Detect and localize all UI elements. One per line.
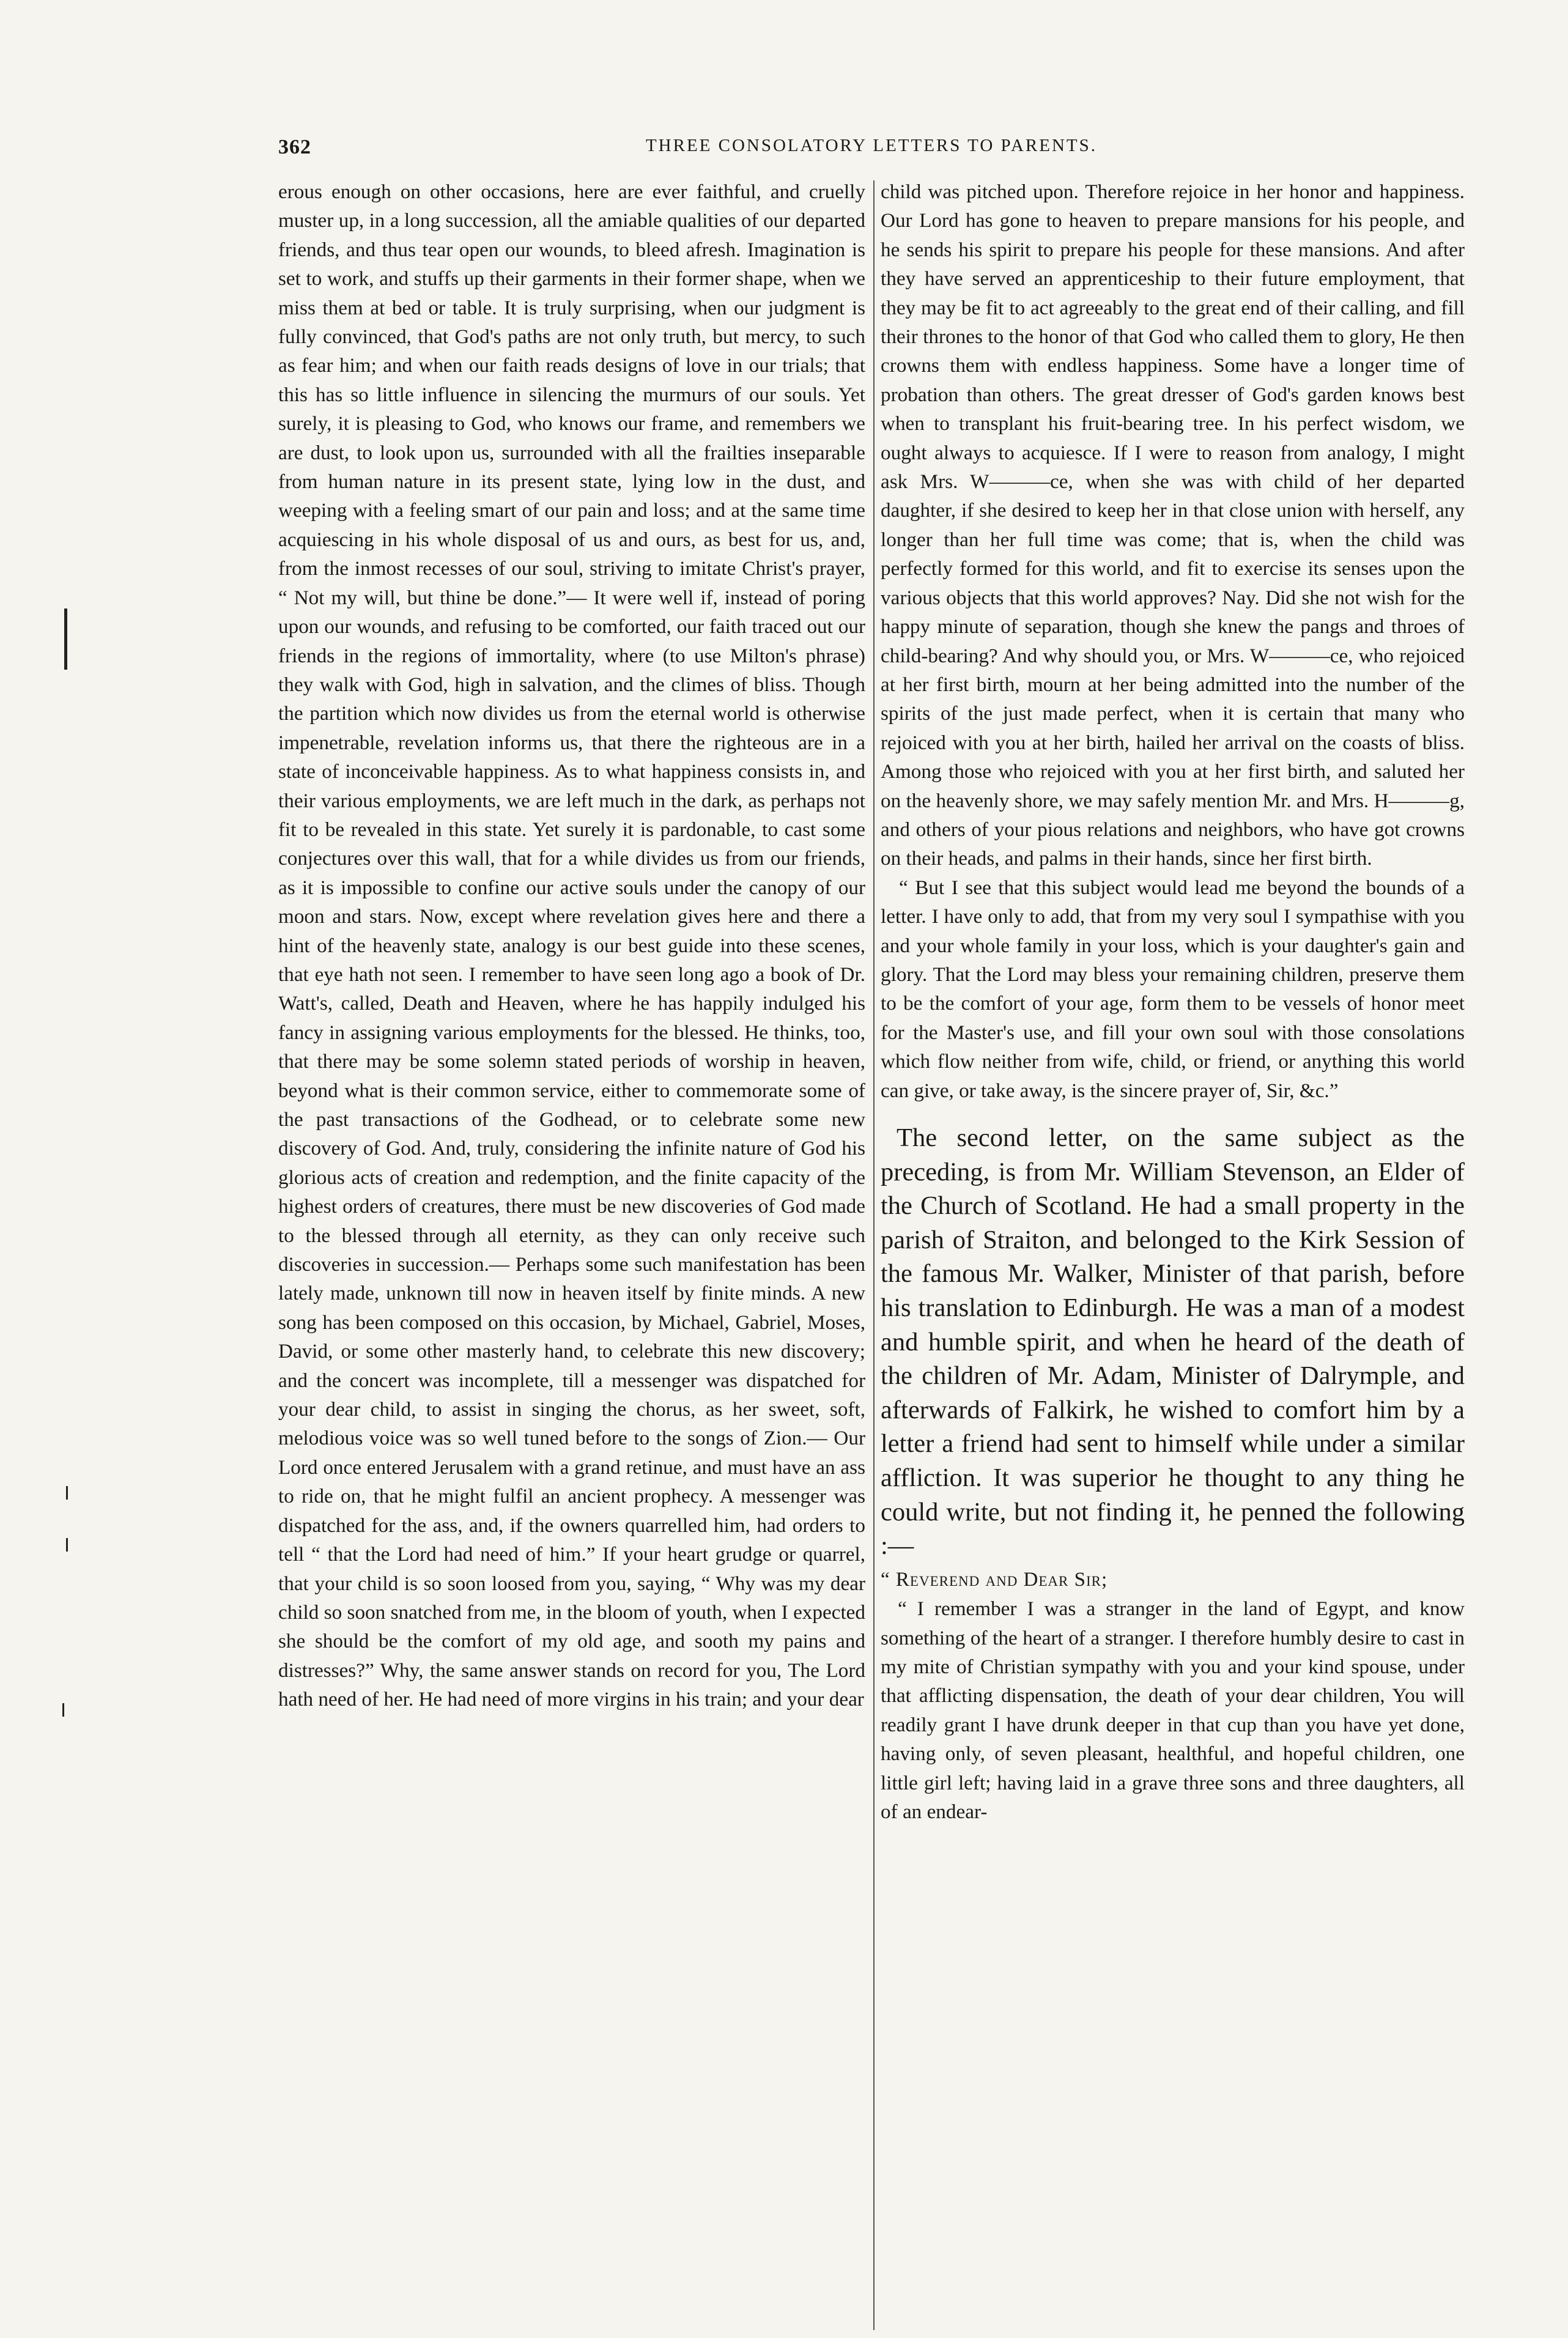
- letter-text: “ I remember I was a stranger in the land of Egypt, and know something of the heart of a stranger. I therefore humbly desire to cast in my mite of Christian sympathy with you and your kind spouse, under that afflicting dispensation, the death of your dear children, You will readily grant I have drunk deeper in that cup than you have yet done, having only, of seven pleasant, healthful, and hopeful children, one little girl left; having laid in a grave three sons and three daughters, all of an endear-: [881, 1597, 1465, 1823]
- column-divider: [873, 180, 875, 2330]
- margin-mark: [66, 1538, 68, 1552]
- quote-continued: child was pitched upon. Therefore rejoice in her honor and happiness. Our Lord has gone to heaven to prepare mansions for his people, and he sends his spirit to prepare his people for these mansions. And after they have served an apprenticeship to their future employment, that they may be fit to act agreeably to the great end of their calling, and fill their thrones to the honor of that God who called them to glory, He then crowns them with endless happiness. Some have a longer time of probation than others. The great dresser of God's garden knows best when to transplant his fruit-bearing tree. In his perfect wisdom, we ought always to acquiesce. If I were to reason from analogy, I might ask Mrs. W———ce, when she was with child of her departed daughter, if she desired to keep her in that close union with herself, any longer than her full time was come; that is, when the child was perfectly formed for this world, and fit to exercise its senses upon the various objects that this world approves? Nay. Did she not wish for the happy minute of separation, though she knew the pangs and throes of child-bearing? And why should you, or Mrs. W———ce, who rejoiced at her first birth, mourn at her being admitted into the number of the spirits of the just made perfect, when it is certain that many who rejoiced with you at her birth, hailed her arrival on the coasts of bliss. Among those who rejoiced with you at her first birth, and saluted her on the heavenly shore, we may safely mention Mr. and Mrs. H———g, and others of your pious relations and neighbors, who have got crowns on their heads, and palms in their hands, since her first birth.: [881, 180, 1465, 870]
- left-column-text: erous enough on other occasions, here are ever faithful, and cruelly muster up, in a long succession, all the amiable qualities of our departed friends, and thus tear open our wounds, to bleed afresh. Imagination is set to work, and stuffs up their garments in their former shape, when we miss them at bed or table. It is truly surprising, when our judgment is fully convinced, that God's paths are not only truth, but mercy, to such as fear him; and when our faith reads designs of love in our trials; that this has so little influence in silencing the murmurs of our souls. Yet surely, it is pleasing to God, who knows our frame, and remembers we are dust, to look upon us, surrounded with all the frailties inseparable from human nature in its present state, lying low in the dust, and weeping with a feeling smart of our pain and loss; and at the same time acquiescing in his whole disposal of us and ours, as best for us, and, from the inmost recesses of our soul, striving to imitate Christ's prayer, “ Not my will, but thine be done.”— It were well if, instead of poring upon our wounds, and refusing to be comforted, our faith traced out our friends in the regions of immortality, where (to use Milton's phrase) they walk with God, high in salvation, and the climes of bliss. Though the partition which now divides us from the eternal world is otherwise impenetrable, revelation informs us, that there the righteous are in a state of inconceivable happiness. As to what happiness consists in, and their various employments, we are left much in the dark, as perhaps not fit to be revealed in this state. Yet surely it is pardonable, to cast some conjectures over this wall, that for a while divides us from our friends, as it is impossible to confine our active souls under the canopy of our moon and stars. Now, except where revelation gives here and there a hint of the heavenly state, analogy is our best guide into these scenes, that eye hath not seen. I remember to have seen long ago a book of Dr. Watt's, called, Death and Heaven, where he has happily indulged his fancy in assigning various employments for the blessed. He thinks, too, that there may be some solemn stated periods of worship in heaven, beyond what is their common service, either to commemorate some of the past transactions of the Godhead, or to celebrate some new discovery of God. And, truly, considering the infinite nature of God his glorious acts of creation and redemption, and the finite capacity of the highest orders of creatures, there must be new discoveries of God made to the blessed through all eternity, as they can only receive such discoveries in succession.— Perhaps some such manifestation has been lately made, unknown till now in heaven itself by finite minds. A new song has been composed on this occasion, by Michael, Gabriel, Moses, David, or some other masterly hand, to celebrate this new discovery; and the concert was incomplete, till a messenger was dispatched for your dear child, to assist in singing the chorus, as her sweet, soft, melodious voice was so well tuned before to the songs of Zion.— Our Lord once entered Jerusalem with a grand retinue, and must have an ass to ride on, that he might fulfil an ancient prophecy. A messenger was dispatched for the ass, and, if the owners quarrelled him, had orders to tell “ that the Lord had need of him.” If your heart grudge or quarrel, that your child is so soon loosed from you, saying, “ Why was my dear child so soon snatched from me, in the bloom of youth, when I expected she should be the comfort of my old age, and sooth my pains and distresses?” Why, the same answer stands on record for you, The Lord hath need of her. He had need of more virgins in his train; and your dear: [278, 180, 865, 1711]
- running-title: THREE CONSOLATORY LETTERS TO PARENTS.: [645, 136, 1098, 155]
- quote-end: “ But I see that this subject would lead me beyond the bounds of a letter. I have only to add, that from my very soul I sympathise with you and your whole family in your loss, which is your daughter's gain and glory. That the Lord may bless your remaining children, preserve them to be the comfort of your age, form them to be vessels of honor meet for the Master's use, and fill your own soul with those consolations which flow neither from wife, child, or friend, or anything this world can give, or take away, is the sincere prayer of, Sir, &c.”: [881, 876, 1465, 1102]
- margin-mark: [66, 1486, 68, 1500]
- right-column: [881, 177, 1465, 1826]
- narrative-paragraph: The second letter, on the same subject as the preceding, is from Mr. William Stevenson, an Elder of the Church of Scotland. He had a small property in the parish of Straiton, and belonged to the Kirk Session of the famous Mr. Walker, Minister of that parish, before his translation to Edinburgh. He was a man of a modest and humble spirit, and when he heard of the death of the children of Mr. Adam, Minister of Dalrymple, and afterwards of Falkirk, he wished to comfort him by a letter a friend had sent to himself while under a similar affliction. It was superior he thought to any thing he could write, but not finding it, he penned the following :—: [881, 1123, 1465, 1561]
- page-number: 362: [278, 136, 311, 158]
- page-header: [278, 136, 1465, 166]
- margin-mark: [64, 609, 67, 670]
- letter-salutation: “ Reverend and Dear Sir;: [881, 1568, 1108, 1591]
- margin-mark: [62, 1703, 64, 1717]
- left-column: [278, 177, 865, 1714]
